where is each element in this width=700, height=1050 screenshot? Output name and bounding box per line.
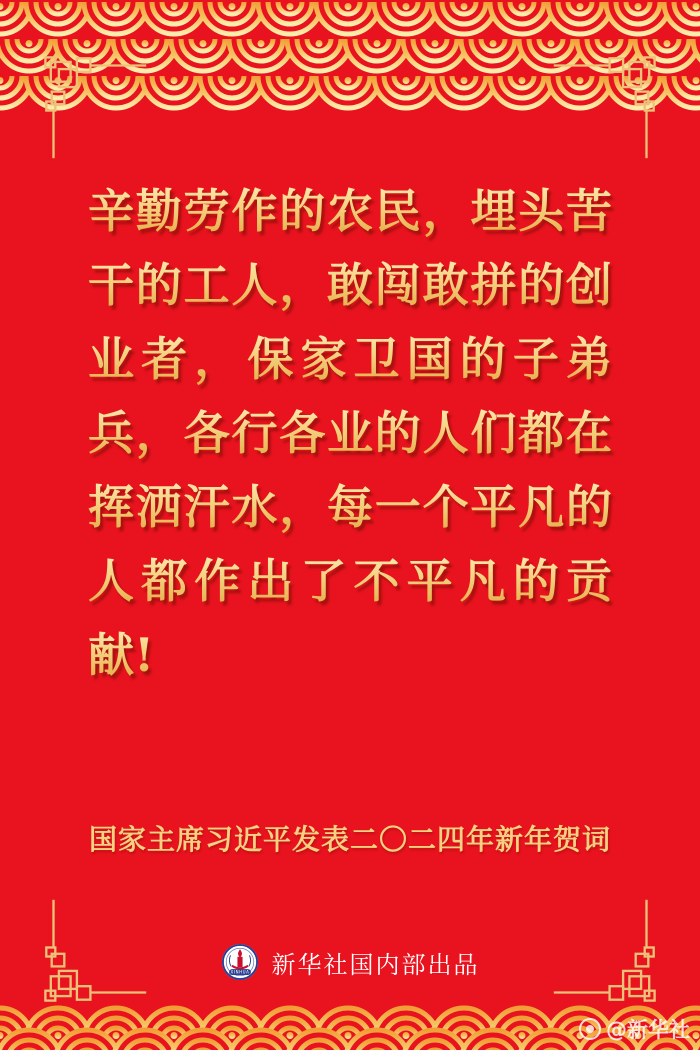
quote-line: 干的工人，敢闯敢拼的创 bbox=[88, 248, 612, 322]
xinhua-emblem-icon bbox=[221, 943, 259, 981]
credit-text: 新华社国内部出品 bbox=[271, 950, 480, 979]
weibo-eye-icon bbox=[579, 1018, 601, 1040]
xinhua-banner-text: XINHUA bbox=[230, 969, 249, 975]
watermark-text: @新华社 bbox=[606, 1018, 690, 1042]
quote-line: 挥洒汗水，每一个平凡的 bbox=[88, 470, 612, 544]
corner-knot-top-left-icon bbox=[40, 52, 148, 160]
caption-title: 国家主席习近平发表二〇二四年新年贺词 bbox=[88, 823, 611, 856]
quote-line-last: 献! bbox=[88, 618, 612, 692]
quote-line: 业者，保家卫国的子弟 bbox=[88, 322, 612, 396]
quote-line: 辛勤劳作的农民，埋头苦 bbox=[88, 174, 612, 248]
corner-knot-top-right-icon bbox=[552, 52, 660, 160]
main-quote bbox=[88, 174, 612, 692]
watermark bbox=[579, 1014, 690, 1044]
quote-line: 人都作出了不平凡的贡 bbox=[88, 544, 612, 618]
credit-row bbox=[0, 940, 700, 984]
quote-line: 兵，各行各业的人们都在 bbox=[88, 396, 612, 470]
